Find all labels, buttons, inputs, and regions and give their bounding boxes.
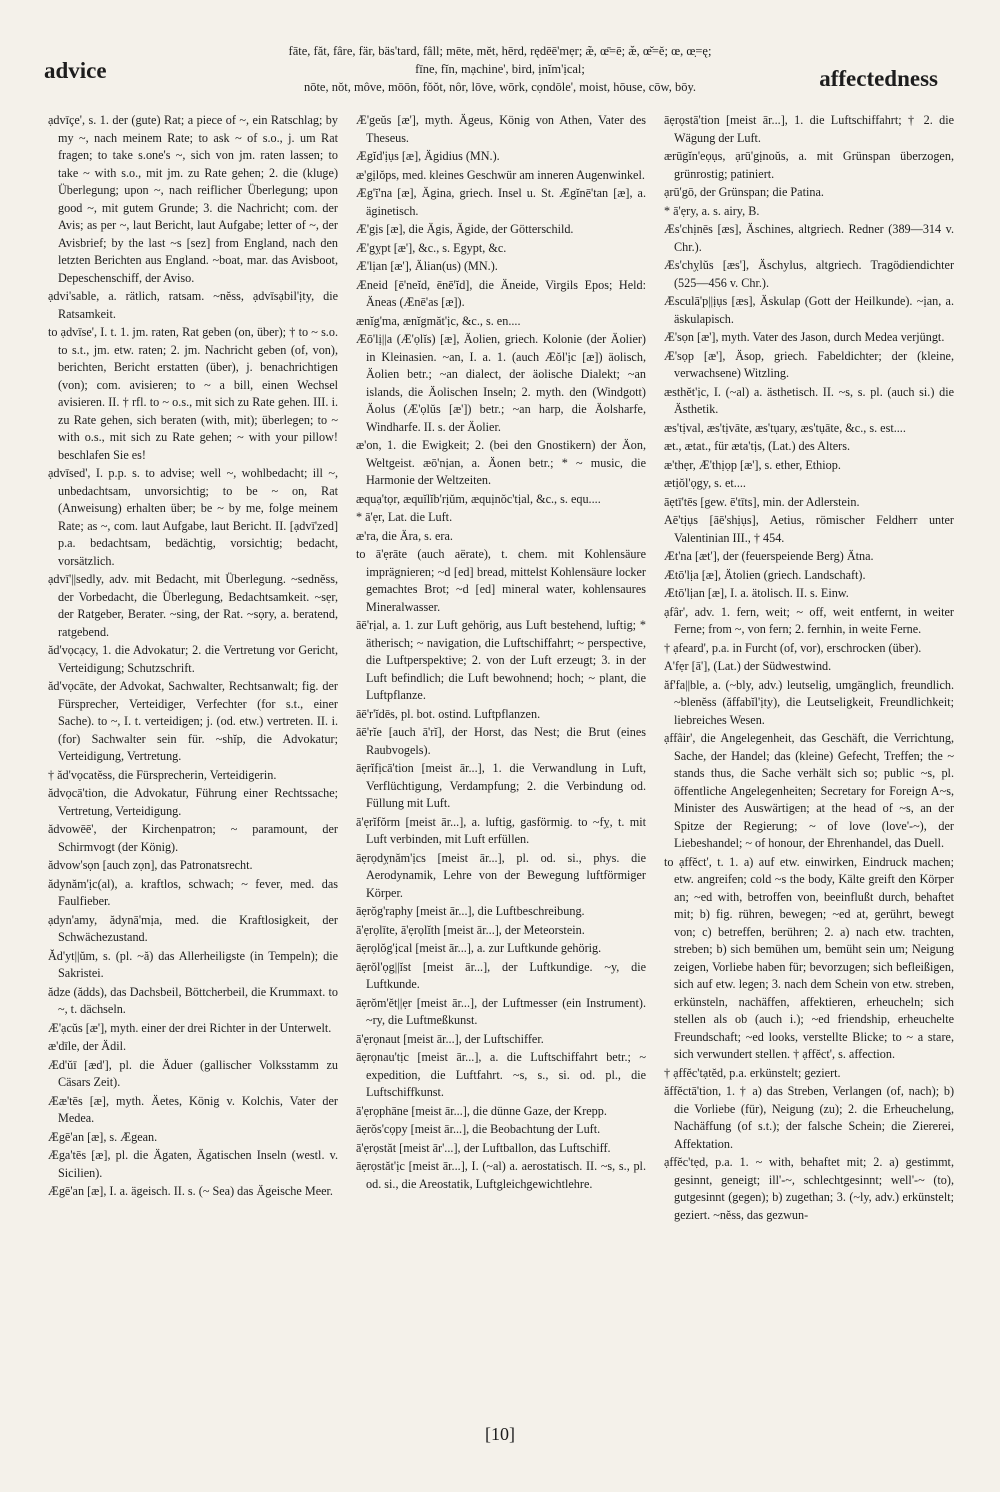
dictionary-entry: ā'ẹrọnaut [meist ār...], der Luftschiffer. (356, 1031, 544, 1046)
dictionary-entry: āẹrọlŏg'ịcal [meist ār...], a. zur Luftkunde gehörig. (356, 941, 602, 955)
dictionary-entry: Æ'sọn [æ'], myth. Vater des Jason, durch Medea verjüngt. (664, 330, 945, 344)
dictionary-entry: ā'ẹrọstăt [meist ār'...], der Luftballon, das Luftschiff. (356, 1140, 611, 1155)
pronunciation-line-2: fīne, fĭn, mạchine', bird, ịnĭm'ịcal; (415, 62, 585, 76)
column-2 (356, 112, 646, 1412)
dictionary-entry: ăf'fa||ble, a. (~bly, adv.) leutselig, umgänglich, freundlich. ~blenĕss (ăffabĭl'ịty), die Leutseligkeit, Freundlichkeit; liebreiches Wesen. (664, 677, 954, 727)
dictionary-entry: * ā'ẹr, Lat. die Luft. (356, 510, 453, 524)
dictionary-entry: ăd'vọcāte, der Advokat, Sachwalter, Rechtsanwalt; fig. der Fürsprecher, Verteidiger, Verfechter (for s.t., einer Sache). to ~, I. t. verteidigen; j. (od. etw.) vertreten. II. i. (for) Sachwalter sein für. ~shĭp, die Advokatur; Verteidigung, Vertretung. (48, 679, 338, 763)
dictionary-entry: ădvowēē', der Kirchenpatron; ~ paramount, der Schirmvogt (der König). (48, 822, 338, 854)
pronunciation-line-3: nōte, nŏt, môve, mōōn, fŏŏt, nôr, lōve, wōrk, cọndōle', moist, hōuse, cōw, bōy. (303, 80, 697, 94)
dictionary-entry: æ'on, 1. die Ewigkeit; 2. (bei den Gnostikern) der Äon, Weltgeist. æō'nịan, a. Äonen betr.; * ~ music, die Harmonie der Weltzeiten. (356, 438, 646, 487)
dictionary-entry: Ægē'an [æ], I. a. ägeisch. II. s. (~ Sea) das Ägeische Meer. (48, 1184, 333, 1198)
column-1 (48, 112, 338, 1412)
dictionary-entry: æ'thẹr, Æ'thịọp [æ'], s. ether, Ethiop. (664, 457, 841, 472)
dictionary-entry: ā'ẹrọphāne [meist ār...], die dünne Gaze, der Krepp. (356, 1103, 607, 1118)
dictionary-entry: ăd'vọcạcy, 1. die Advokatur; 2. die Vertretung vor Gericht, Verteidigung; Schutzschrift. (48, 643, 338, 675)
dictionary-entry: Æō'lị||a (Æ'ọlĭs) [æ], Äolien, griech. Kolonie (der Äolier) in Kleinasien. ~an, I. a. 1. (auch Æŏl'ịc [æ]) äolisch, Äolien betr.; ~an dialect, der äolische Dialekt; ~an islands, die Äolischen Inseln; 2. myth. den (Windgott) Äolus (Æ'ọlŭs [æ']) betr.; ~an harp, die Äolsharfe, Windharfe. II. s. der Äolier. (356, 332, 646, 434)
dictionary-entry: āẹrŏg'raphy [meist ār...], die Luftbeschreibung. (356, 904, 585, 918)
dictionary-entry: † ăd'vọcatĕss, die Fürsprecherin, Verteidigerin. (48, 767, 277, 782)
dictionary-entry: to ạdvīse', I. t. 1. jm. raten, Rat geben (on, über); † to ~ s.o. to s.t., jm. etw. raten; 2. jm. Nachricht geben (of, von), berichten, Bericht erstatten (über), j. benachrichtigen (von); com. avisieren; to ~ a bill, einen Wechsel avisieren. II. † rfl. to ~ o.s., mit sich zu Rate gehen. III. i. zu Rate gehen, sich beraten (with, mit); überlegen; to ~ with o.s., mit sich zu Rate gehen; ~ with your pillow! beschlafen Sie es! (48, 325, 338, 462)
dictionary-entry: Æ'gịs [æ], die Ägis, Ägide, der Götterschild. (356, 222, 574, 236)
guide-word-right: affectedness (819, 66, 938, 91)
dictionary-entry: ạffĕc'tẹd, p.a. 1. ~ with, behaftet mit; 2. a) gestimmt, gesinnt, geneigt; ill'-~, schlechtgesinnt; well'-~ (to), gutgesinnt (gegen); b) zugethan; 3. (~ly, adv.) erkünstelt; geziert. ~nĕss, das gezwun- (664, 1155, 954, 1222)
dictionary-entry: āẹrọdỵnăm'ịcs [meist ār...], pl. od. si., phys. die Aerodynamik, Lehre von der Bewegung luftförmiger Körper. (356, 850, 646, 900)
dictionary-entry: Æsculā'p||ịụs [æs], Äskulap (Gott der Heilkunde). ~ịan, a. äskulapisch. (664, 294, 954, 326)
dictionary-entry: ădvow'sọn [auch zọn], das Patronatsrecht. (48, 858, 253, 872)
dictionary-entry: āẹrọnau'tịc [meist ār...], a. die Luftschiffahrt betr.; ~ expedition, die Luftfahrt. ~s, s., si. od. pl., die Luftschiffkunst. (356, 1050, 646, 1099)
dictionary-entry: Æ'lịan [æ'], Älian(us) (MN.). (356, 259, 498, 273)
page-number: [10] (485, 1424, 515, 1444)
dictionary-entry: āẹrọstăt'ịc [meist ār...], I. (~al) a. aerostatisch. II. ~s, s., pl. od. si., die Areostatik, Luftgleichgewichtlehre. (356, 1159, 646, 1191)
dictionary-entry: ạdvīçe', s. 1. der (gute) Rat; a piece of ~, ein Ratschlag; by my ~, nach meinem Rate; to ask ~ of s.o., j. um Rat fragen; to take s.one's ~, sich von jm. raten lassen; to take ~ with s.o., mit jm. zu Rate gehen; 2. die (kluge) Überlegung; upon ~, nach reiflicher Überlegung; upon good ~, mit gutem Grunde; 3. die Nachricht; com. der Avis; as per ~, laut Bericht, laut Aufgabe; letter of ~, der Avisbrief; by the last ~s [sez] from England, nach den letzten Berichten aus England. ~boat, mar. das Avisboot, Depeschenschiff, der Aviso. (48, 113, 338, 285)
dictionary-entry: æt., ætat., für æta'tịs, (Lat.) des Alters. (664, 439, 850, 453)
dictionary-entry: Ægē'an [æ], s. Ægean. (48, 1129, 158, 1144)
dictionary-entry: æ'ra, die Ära, s. era. (356, 528, 453, 543)
dictionary-entry: ạdvi'sable, a. rätlich, ratsam. ~nĕss, ạdvīsạbil'ịty, die Ratsamkeit. (48, 289, 338, 321)
dictionary-entry: † ạfeard', p.a. in Furcht (of, vor), erschrocken (über). (664, 640, 922, 655)
dictionary-entry: āẹrĭfịcā'tion [meist ār...], 1. die Verwandlung in Luft, Verflüchtigung, Verdampfung; 2. die Verbindung od. Füllung mit Luft. (356, 761, 646, 810)
dictionary-entry: Ææ'tēs [æ], myth. Äetes, König v. Kolchis, Vater der Medea. (48, 1093, 338, 1125)
dictionary-entry: æquạ'tọr, æquĭlĭb'rịŭm, æquịnŏc'tịal, &c., s. equ.... (356, 491, 601, 506)
dictionary-entry: āẹtī'tēs [gew. ē'tīts], min. der Adlerstein. (664, 494, 860, 509)
dictionary-entry: Æ'ạcŭs [æ'], myth. einer der drei Richter in der Unterwelt. (48, 1020, 332, 1035)
dictionary-entry: æ'dīle, der Ädil. (48, 1039, 127, 1053)
dictionary-entry: ạdyn'amy, ădynā'mịa, med. die Kraftlosigkeit, der Schwächezustand. (48, 912, 338, 944)
dictionary-entry: Æneid [ē'neĭd, ēnē'ĭd], die Äneide, Virgils Epos; Held: Äneas (Ænē'as [æ]). (356, 277, 646, 309)
dictionary-entry: ā'ẹrĭfŏrm [meist ār...], a. luftig, gasförmig. to ~fỵ, t. mit Luft verbinden, mit Luft erfüllen. (356, 814, 646, 846)
guide-word-left: advice (44, 58, 107, 83)
dictionary-entry: ădvọcā'tion, die Advokatur, Führung einer Rechtssache; Vertretung, Verteidigung. (48, 786, 338, 818)
pronunciation-key (200, 42, 800, 96)
dictionary-entry: Ætō'lịan [æ], I. a. ätolisch. II. s. Einw. (664, 586, 849, 600)
dictionary-entry: to ā'ẹrāte (auch aërate), t. chem. mit Kohlensäure imprägnieren; ~d [ed] bread, mittelst Kohlensäure locker gemachtes Brot; ~d [ed] mineral water, kohlensaures Mineralwasser. (356, 547, 646, 614)
page-header (0, 0, 1000, 100)
dictionary-entry: * ā'ẹry, a. s. airy, B. (664, 203, 760, 218)
pronunciation-line-1: fāte, făt, fâre, fär, bäs'tard, fâll; mēte, mĕt, hērd, rędēē'mẹr; æ̃, œ̄=ē; æ̆, œ̆=ĕ; œ, œ̣=ę; (288, 44, 712, 58)
dictionary-entry: ădze (ădds), das Dachsbeil, Böttcherbeil, die Krummaxt. to ~, t. dächseln. (48, 984, 338, 1016)
dictionary-entry: ærūgĭn'eọụs, ạrū'gịnoŭs, a. mit Grünspan überzogen, grünrostig; patiniert. (664, 149, 954, 181)
dictionary-entry: āē'rĭe [auch ā'rĭ], der Horst, das Nest; die Brut (eines Raubvogels). (356, 725, 646, 757)
dictionary-entry: āẹrọstā'tion [meist ār...], 1. die Luftschiffahrt; † 2. die Wägung der Luft. (664, 113, 954, 145)
dictionary-entry: ạffâir', die Angelegenheit, das Geschäft, die Verrichtung, Sache, der Handel; das (kleine) Gefecht, Treffen; the ~ stands thus, die Sache verhält sich so; public ~s, pl. öffentliche Angelegenheiten; Secretary for Foreign A~s, Minister des Auswärtigen; at the head of ~s, an der Spitze der Regierung; ~ of love (love'-~), der Liebeshandel; ~ of honour, der Ehrenhandel, das Duell. (664, 731, 954, 850)
dictionary-entry: Aē'tịụs [āē'shịụs], Aetius, römischer Feldherr unter Valentinian III., † 454. (664, 513, 954, 545)
dictionary-entry: ạdvīsed', I. p.p. s. to advise; well ~, wohlbedacht; ill ~, unbedachtsam, unvorsichtig; to be ~ on, Rat (Anweisung) erhalten über; be ~ by me, folge meinem Rate; as ~, com. laut Aufgabe, laut Bericht. II. [ạdvī'zed] p.a. bedachtsam, bedächtig, vorsichtig; bedacht, vorsätzlich. (48, 466, 338, 568)
dictionary-entry: A'fẹr [ā'], (Lat.) der Südwestwind. (664, 659, 832, 673)
dictionary-entry: āẹrŏs'cọpy [meist ār...], die Beobachtung der Luft. (356, 1122, 601, 1136)
dictionary-entry: Æ'sọp [æ'], Äsop, griech. Fabeldichter; der (kleine, verwachsene) Witzling. (664, 348, 954, 380)
dictionary-entry: ạrū'gō, der Grünspan; die Patina. (664, 185, 824, 199)
dictionary-entry: Æ'geŭs [æ'], myth. Ägeus, König von Athen, Vater des Theseus. (356, 113, 646, 145)
dictionary-entry: Æt'na [æt'], der (feuerspeiende Berg) Ätna. (664, 549, 874, 563)
dictionary-entry: Æs'chịnēs [æs], Äschines, altgriech. Redner (389—314 v. Chr.). (664, 222, 954, 254)
dictionary-entry: æ'gịlŏps, med. kleines Geschwür am inneren Augenwinkel. (356, 167, 645, 182)
column-3 (664, 112, 954, 1412)
dictionary-entry: āē'rịal, a. 1. zur Luft gehörig, aus Luft bestehend, luftig; * ätherisch; ~ navigation, die Luftschiffahrt; ~ perspective, die Luftperspektive; 2. von der Luft erzeugt; 3. in der Luft befindlich; die Luft bewohnend; hoch; ~ plant, die Luftpflanze. (356, 618, 646, 702)
dictionary-entry: āẹrŏl'ọg||ĭst [meist ār...], der Luftkundige. ~y, die Luftkunde. (356, 959, 646, 991)
dictionary-entry: ạdvī'||sedly, adv. mit Bedacht, mit Überlegung. ~sednĕss, der Vorbedacht, die Überlegung, Bedachtsamkeit. ~sẹr, der Ratgeber, Berater. ~sing, der Rat. ~sọry, a. beratend, ratgebend. (48, 572, 338, 639)
dictionary-entry: æs'tịval, æs'tịvāte, æs'tụary, æs'tụāte, &c., s. est.... (664, 420, 906, 435)
dictionary-entry: ạfâr', adv. 1. fern, weit; ~ off, weit entfernt, in weiter Ferne; from ~, von fern; 2. fernhin, in weite Ferne. (664, 604, 954, 636)
dictionary-entry: ænĭg'ma, ænĭgmăt'ịc, &c., s. en.... (356, 313, 521, 328)
entry-columns (48, 112, 956, 1412)
dictionary-entry: ădynăm'ịc(al), a. kraftlos, schwach; ~ fever, med. das Faulfieber. (48, 876, 338, 908)
dictionary-entry: Ætō'lịa [æ], Ätolien (griech. Landschaft). (664, 567, 866, 582)
dictionary-entry: Æd'ŭī [æd'], pl. die Äduer (gallischer Volksstamm zu Cäsars Zeit). (48, 1057, 338, 1089)
dictionary-entry: Ægĭd'ịụs [æ], Ägidius (MN.). (356, 149, 500, 163)
dictionary-entry: ăffĕctā'tion, 1. † a) das Streben, Verlangen (of, nach); b) die Vorliebe (für), Neigung (zu); 2. die Erheuchelung, Nachäffung (of s.t.); der falsche Schein; die Ziererei, Affektation. (664, 1084, 954, 1151)
dictionary-entry: Ăd'yt||ŭm, s. (pl. ~ă) das Allerheiligste (in Tempeln); die Sakristei. (48, 948, 338, 980)
dictionary-entry: to ạffĕct', t. 1. a) auf etw. einwirken, Eindruck machen; etw. angreifen; cold ~s the body, Kälte greift den Körper an; ~ed with, betroffen von, beeinflußt durch, behaftet mit; b) fig. rühren, bewegen; ~ed at, gerührt, bewegt von; c) betreffen, berühren; 2. a) nach etw. trachten, streben; b) sich bemühen um, bemüht sein um; Neigung zeigen, Vorliebe haben für; bevorzugen; sich befleißigen, sich auf etw. legen; 3. nach dem Schein von etw. streben, erkünsteln, nachäffen, affektieren, erheucheln; sich stellen als ob (auch i.); ~ed friendship, erheuchelte Freundschaft; ~ed looks, verstellte Blicke; to ~ a stare, sich verwundert stellen. † ạffĕct', s. affection. (664, 854, 954, 1061)
dictionary-entry: Æg'ĭ'na [æ], Ägina, griech. Insel u. St. Ægĭnē'tan [æ], a. äginetisch. (356, 186, 646, 218)
dictionary-entry: Æs'chỵlŭs [æs'], Äschylus, altgriech. Tragödiendichter (525—456 v. Chr.). (664, 258, 954, 290)
dictionary-entry: † ạffĕc'tạtĕd, p.a. erkünstelt; geziert. (664, 1065, 841, 1080)
dictionary-entry: Æ'gỵpt [æ'], &c., s. Egypt, &c. (356, 240, 507, 255)
dictionary-entry: āẹrŏm'ĕt||ẹr [meist ār...], der Luftmesser (ein Instrument). ~ry, die Luftmeßkunst. (356, 995, 646, 1027)
dictionary-entry: āē'r'ĭdēs, pl. bot. ostind. Luftpflanzen. (356, 706, 541, 721)
dictionary-entry: ætịŏl'ọgy, s. et.... (664, 476, 746, 490)
dictionary-entry: æsthĕt'ịc, I. (~al) a. ästhetisch. II. ~s, s. pl. (auch si.) die Ästhetik. (664, 384, 954, 416)
dictionary-entry: ā'ẹrọlīte, ā'ẹrọlĭth [meist ār...], der Meteorstein. (356, 922, 585, 937)
dictionary-entry: Æga'tēs [æ], pl. die Ägaten, Ägatischen Inseln (westl. v. Sicilien). (48, 1148, 338, 1180)
